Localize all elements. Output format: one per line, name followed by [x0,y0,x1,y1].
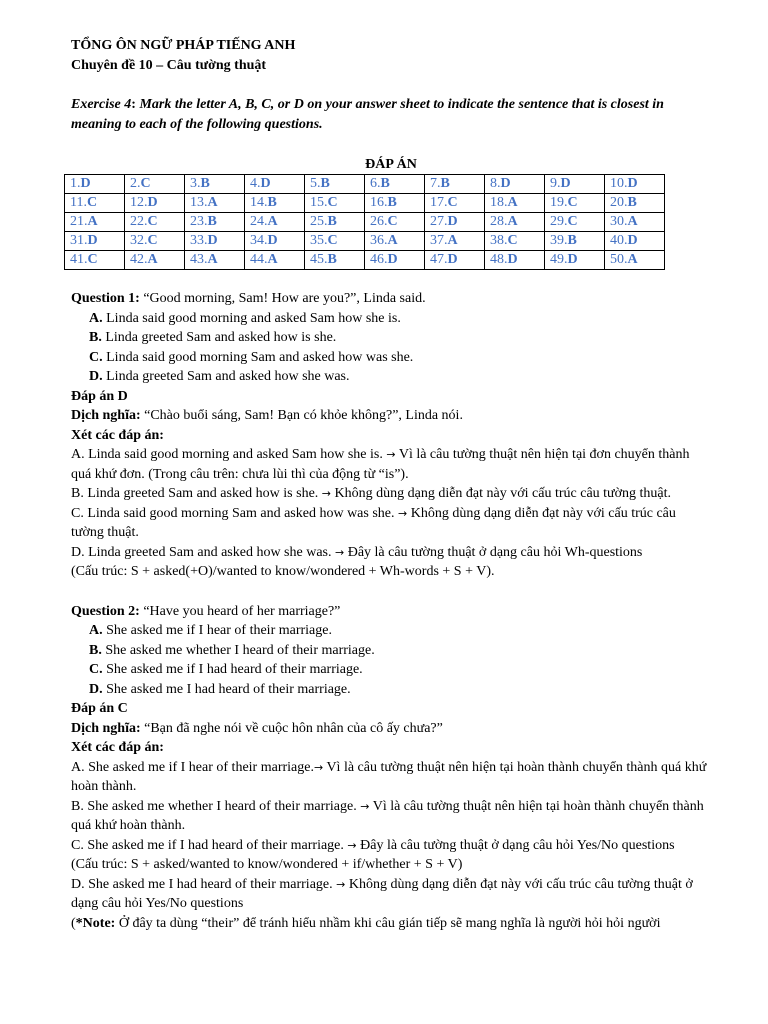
answer-number: 31. [70,233,88,248]
question-2 [71,602,711,622]
answer-key-cell [245,213,305,232]
note-label: *Note: [75,915,116,931]
answer-key-cell [545,175,605,194]
answer-number: 9. [550,176,561,191]
answer-key-cell [365,251,425,270]
answer-letter: D [207,233,218,248]
answer-key-row [65,213,665,232]
option-text: She asked me if I had heard of their marriage. [106,662,363,677]
answer-number: 21. [70,214,88,229]
translation-label: Dịch nghĩa: [71,408,141,423]
answer-number: 50. [610,252,628,267]
note-line [71,914,711,934]
answer-key-cell [605,194,665,213]
answer-key-cell [65,194,125,213]
answer-key-cell [605,213,665,232]
arrow-icon: → [386,448,396,461]
answer-letter: C [327,233,338,248]
answer-letter: D [147,195,158,210]
answer-number: 8. [490,176,501,191]
answer-key-cell [545,213,605,232]
answer-letter: D [500,176,511,191]
answer-number: 30. [610,214,628,229]
explanation-c [71,836,711,856]
answer-letter: B [320,176,330,191]
answer-letter: D [267,233,278,248]
answer-key-row [65,175,665,194]
question-1 [71,289,711,309]
answer-number: 11. [70,195,87,210]
answer-key-cell [425,175,485,194]
answer-line: Đáp án C [71,701,128,716]
answer-letter: C [447,195,458,210]
answer-letter: B [567,233,577,248]
answer-letter: C [327,195,338,210]
answer-number: 18. [490,195,508,210]
answer-number: 34. [250,233,268,248]
answer-number: 29. [550,214,568,229]
answer-letter: D [627,233,638,248]
answer-letter: A [87,214,98,229]
answer-letter: A [207,252,218,267]
answer-letter: B [200,176,210,191]
answer-letter: B [440,176,450,191]
structure-line: (Cấu trúc: S + asked/wanted to know/wondered + if/whether + S + V) [71,857,463,872]
explanation-text: Không dùng dạng diễn đạt này với cấu trúc câu tường thuật. [71,505,676,540]
answer-number: 16. [370,195,388,210]
answer-key-cell [185,251,245,270]
answer-key-cell [305,232,365,251]
document-title: TỔNG ÔN NGỮ PHÁP TIẾNG ANH [71,38,296,53]
note-paren: ( [71,915,76,931]
explanation-b [71,484,711,504]
explanation-text: Đây là câu tường thuật ở dạng câu hỏi Yes/No questions [360,837,675,853]
answer-key-cell [605,251,665,270]
answer-letter: B [387,195,397,210]
answer-letter: C [147,214,158,229]
answer-key-cell [365,232,425,251]
option-letter: D. [89,681,103,697]
explanation-text: Vì là câu tường thuật nên hiện tại hoàn thành chuyển thành quá khứ hoàn thành. [71,759,707,794]
answer-key-cell [65,251,125,270]
answer-letter: C [507,233,518,248]
answer-letter: A [267,214,278,229]
answer-line: Đáp án D [71,388,128,404]
option-b [71,328,711,348]
answer-letter: D [80,176,91,191]
explanation-lead: C. She asked me if I had heard of their marriage. [71,837,344,853]
answer-number: 4. [250,176,261,191]
answer-number: 39. [550,233,568,248]
explanation-c [71,504,711,543]
answer-letter: C [86,195,98,210]
explanation-text: Đây là câu tường thuật ở dạng câu hỏi Wh-questions [347,544,643,560]
question-text: “Have you heard of her marriage?” [143,603,341,619]
arrow-icon: → [336,877,346,891]
answer-number: 1. [70,176,81,191]
explanation-a [71,445,711,484]
arrow-icon: → [334,545,345,559]
answer-key-cell [185,232,245,251]
option-a [71,309,711,329]
answer-key-row [65,194,665,213]
answer-letter: C [567,195,578,210]
answer-number: 42. [130,252,148,267]
answer-key-cell [65,213,125,232]
exercise-text: Mark the letter A, B, C, or D on your answer sheet to indicate the sentence that is closest in meaning to each of the following questions. [71,97,664,132]
answer-number: 23. [190,214,208,229]
option-d [71,367,711,387]
answer-key-cell [185,194,245,213]
answer-number: 15. [310,195,328,210]
answer-number: 33. [190,233,208,248]
option-letter: B. [89,330,102,345]
answer-letter: D [560,176,571,191]
translation-line [71,719,711,739]
option-letter: C. [89,662,103,677]
answer-number: 32. [130,233,148,248]
answer-key-cell [605,232,665,251]
answer-letter: B [327,214,337,229]
answer-letter: D [567,252,578,267]
answer-key-cell [425,232,485,251]
translation-text: “Bạn đã nghe nói về cuộc hôn nhân của cô ấy chưa?” [144,720,443,736]
answer-letter: A [267,252,278,267]
question-label: Question 2: [71,603,140,619]
option-text: She asked me if I hear of their marriage. [106,623,332,638]
answer-number: 46. [370,252,388,267]
exercise-label: Exercise 4 [71,97,132,112]
arrow-icon: → [313,760,324,774]
answer-key-cell [185,175,245,194]
explanation-d [71,543,711,563]
answer-key-row [65,232,665,251]
answer-key-cell [425,194,485,213]
explanation-lead: C. Linda said good morning Sam and asked how was she. [71,505,395,521]
answer-letter: C [147,233,158,248]
answer-letter: B [627,195,637,210]
answer-key-heading: ĐÁP ÁN [365,157,417,172]
answer-key-cell [485,213,545,232]
answer-key-cell [545,232,605,251]
answer-letter: A [507,214,518,229]
answer-letter: B [380,176,390,191]
answer-number: 26. [370,214,388,229]
answer-number: 22. [130,214,148,229]
answer-key-row [65,251,665,270]
note-text: Ở đây ta dùng “their” để tránh hiểu nhầm khi câu gián tiếp sẽ mang nghĩa là người hỏi hỏi người [118,915,661,931]
review-label: Xét các đáp án: [71,740,164,755]
option-text: She asked me I had heard of their marriage. [106,681,351,697]
answer-number: 24. [250,214,268,229]
answer-key-cell [545,194,605,213]
option-letter: D. [89,369,103,384]
option-text: Linda said good morning Sam and asked how was she. [106,349,414,365]
explanation-lead: A. Linda said good morning and asked Sam how she is. [71,447,383,462]
answer-key-cell [65,232,125,251]
answer-number: 12. [130,195,148,210]
explanation-lead: D. She asked me I had heard of their marriage. [71,876,333,892]
review-label: Xét các đáp án: [71,427,164,443]
answer-letter: D [447,214,458,229]
explanation-text: Vì là câu tường thuật nên hiện tại đơn chuyển thành quá khứ đơn. (Trong câu trên: chưa lùi thì của động từ “is”). [71,447,690,482]
answer-number: 7. [430,176,441,191]
document-page [71,36,711,933]
answer-number: 5. [310,176,321,191]
answer-key-cell [365,175,425,194]
answer-letter: A [507,195,518,210]
answer-letter: D [260,176,271,191]
answer-key-cell [245,194,305,213]
answer-key-cell [545,251,605,270]
translation-text: “Chào buổi sáng, Sam! Bạn có khỏe không?”, Linda nói. [144,408,463,423]
answer-number: 19. [550,195,568,210]
answer-key-cell [305,213,365,232]
answer-letter: A [207,195,218,210]
answer-letter: C [87,252,98,267]
question-label: Question 1: [71,291,140,306]
answer-number: 6. [370,176,381,191]
answer-key-cell [485,251,545,270]
answer-key-table [64,174,665,270]
answer-key-cell [125,194,185,213]
answer-key-cell [185,213,245,232]
answer-key-cell [305,194,365,213]
answer-key-cell [425,213,485,232]
explanation-lead: B. She asked me whether I heard of their marriage. [71,798,357,814]
arrow-icon: → [347,838,357,852]
question-text: “Good morning, Sam! How are you?”, Linda said. [143,291,426,306]
option-d [71,680,711,700]
answer-key-cell [245,251,305,270]
answer-key-cell [305,251,365,270]
answer-letter: D [507,252,518,267]
explanation-a [71,758,711,797]
option-letter: A. [89,310,103,326]
answer-key-cell [485,232,545,251]
answer-key-cell [245,175,305,194]
document-subtitle: Chuyên đề 10 – Câu tường thuật [71,57,267,73]
answer-key-cell [125,232,185,251]
answer-key-cell [365,194,425,213]
answer-key-cell [245,232,305,251]
answer-letter: D [387,252,398,267]
answer-number: 47. [430,252,448,267]
option-c [71,348,711,368]
option-b [71,641,711,661]
translation-line [71,406,711,426]
answer-letter: A [627,252,638,267]
answer-key-cell [425,251,485,270]
answer-number: 37. [430,233,448,248]
answer-number: 3. [190,176,201,191]
option-text: She asked me whether I heard of their marriage. [105,642,375,658]
answer-key-cell [605,175,665,194]
structure-line: (Cấu trúc: S + asked(+O)/wanted to know/wondered + Wh-words + S + V). [71,564,495,579]
answer-number: 36. [370,233,388,248]
answer-number: 41. [70,252,88,267]
answer-number: 49. [550,252,568,267]
answer-letter: D [447,252,458,267]
answer-number: 27. [430,214,448,229]
answer-key-cell [485,175,545,194]
answer-number: 20. [610,195,628,210]
answer-key-cell [365,213,425,232]
answer-letter: A [387,233,398,248]
answer-letter: B [267,195,277,210]
option-text: Linda greeted Sam and asked how is she. [105,330,337,345]
answer-number: 2. [130,176,141,191]
answer-key-cell [65,175,125,194]
option-c [71,660,711,680]
answer-letter: D [87,233,98,248]
explanation-lead: B. Linda greeted Sam and asked how is she. [71,486,319,501]
answer-letter: B [207,214,217,229]
answer-number: 35. [310,233,328,248]
arrow-icon: → [398,506,408,520]
answer-number: 28. [490,214,508,229]
answer-letter: A [447,233,458,248]
option-letter: B. [89,642,102,658]
answer-number: 40. [610,233,628,248]
explanation-b [71,797,711,836]
option-letter: C. [89,349,103,365]
answer-number: 48. [490,252,508,267]
explanation-text: Vì là câu tường thuật nên hiện tại hoàn thành chuyển thành quá khứ hoàn thành. [71,798,704,833]
answer-letter: C [567,214,578,229]
exercise-instruction: Exercise 4: Mark the letter A, B, C, or D on your answer sheet to indicate the sentence that is closest in meaning to each of the following questions. [71,97,664,132]
explanation-text: Không dùng dạng diễn đạt này với cấu trúc câu tường thuật ở dạng câu hỏi Yes/No questions [71,876,693,911]
answer-letter: C [140,176,151,191]
answer-number: 14. [250,195,268,210]
translation-label: Dịch nghĩa: [71,720,141,736]
answer-letter: C [387,214,398,229]
answer-key-cell [125,213,185,232]
answer-letter: B [327,252,337,267]
answer-number: 44. [250,252,268,267]
answer-key-cell [125,251,185,270]
explanation-lead: D. Linda greeted Sam and asked how she was. [71,544,332,560]
option-text: Linda greeted Sam and asked how she was. [106,369,350,384]
answer-key-cell [485,194,545,213]
explanation-lead: A. She asked me if I hear of their marriage. [71,759,314,775]
answer-letter: A [147,252,158,267]
arrow-icon: → [360,799,370,813]
answer-letter: D [627,176,638,191]
answer-number: 13. [190,195,208,210]
answer-number: 43. [190,252,208,267]
answer-number: 45. [310,252,328,267]
option-a [71,621,711,641]
explanation-d [71,875,711,914]
option-text: Linda said good morning and asked Sam how she is. [106,310,401,326]
answer-number: 25. [310,214,328,229]
explanation-text: Không dùng dạng diễn đạt này với cấu trúc câu tường thuật. [334,486,672,501]
answer-letter: A [627,214,638,229]
answer-key-cell [305,175,365,194]
answer-number: 17. [430,195,448,210]
answer-number: 10. [610,176,628,191]
arrow-icon: → [321,487,331,500]
option-letter: A. [89,623,103,638]
answer-number: 38. [490,233,508,248]
answer-key-cell [125,175,185,194]
